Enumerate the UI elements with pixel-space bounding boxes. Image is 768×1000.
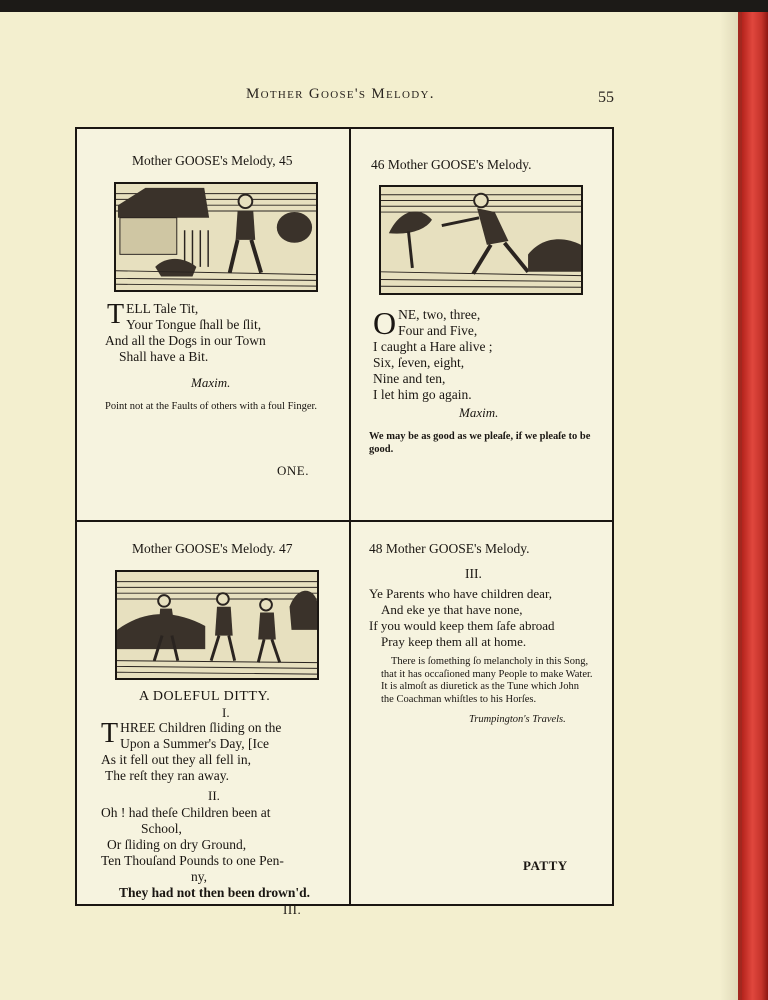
verse-line: Oh ! had theſe Children been at: [101, 805, 271, 820]
stanza-two: [101, 805, 310, 901]
maxim-text: Point not at the Faults of others with a foul Finger.: [105, 401, 318, 412]
woodcut-running-man: [379, 185, 583, 295]
verse-line: Four and Five,: [398, 323, 478, 338]
verse-line: They had not then been drown'd.: [119, 885, 311, 900]
catchword: ONE.: [277, 463, 309, 478]
stanza-numeral: II.: [208, 788, 220, 803]
verse-line: Ten Thouſand Pounds to one Pen-: [101, 853, 284, 868]
maxim-text: We may be as good as we pleaſe, if we pleaſe to be good.: [369, 431, 591, 455]
stanza-numeral: III.: [465, 566, 482, 581]
verse-line: NE, two, three,: [398, 307, 481, 322]
red-book-binding: [742, 12, 768, 1000]
panel-47: [77, 522, 349, 917]
verse-line: Or ſliding on dry Ground,: [107, 837, 247, 852]
verse-line: Nine and ten,: [373, 371, 446, 386]
verse-line: ny,: [191, 869, 207, 884]
stanza-numeral: I.: [222, 705, 230, 720]
dropcap: T: [107, 299, 125, 330]
verse-line: I let him go again.: [373, 387, 472, 402]
verse-line: ELL Tale Tit,: [126, 301, 199, 316]
maxim-label: Maxim.: [191, 375, 231, 390]
poem-title: A DOLEFUL DITTY.: [139, 689, 271, 704]
running-head: Mother Goose's Melody.: [246, 86, 435, 102]
panel-46: [351, 129, 614, 520]
verse-line: And eke ye that have none,: [381, 602, 523, 617]
stanza-one: [101, 718, 282, 784]
panel-header: 46 Mother GOOSE's Melody.: [371, 157, 532, 172]
verse-line: School,: [141, 821, 182, 836]
facsimile-plate: [75, 127, 614, 917]
panel-header: Mother GOOSE's Melody, 45: [132, 153, 293, 168]
panel-header: 48 Mother GOOSE's Melody.: [369, 541, 530, 556]
verse-line: The reſt they ran away.: [105, 768, 229, 783]
verse-line: Six, ſeven, eight,: [373, 355, 465, 370]
catchword: III.: [283, 902, 302, 917]
page-number: 55: [598, 89, 614, 106]
panel-45: [77, 129, 349, 520]
verse-one-two-three: [373, 307, 493, 403]
verse-line: And all the Dogs in our Town: [105, 333, 266, 348]
stanza-three: [369, 586, 555, 650]
panel-header: Mother GOOSE's Melody. 47: [132, 541, 293, 556]
verse-line: As it fell out they all fell in,: [101, 752, 251, 767]
verse-line: Shall have a Bit.: [119, 349, 209, 364]
verse-line: HREE Children ſliding on the: [120, 720, 282, 735]
verse-line: Pray keep them all at home.: [381, 634, 527, 649]
dropcap: O: [373, 305, 397, 341]
woodcut-boy-and-dog: [114, 182, 318, 292]
woodcut-three-children: [115, 570, 319, 680]
maxim-label: Maxim.: [459, 405, 499, 420]
verse-line: Your Tongue ſhall be ſlit,: [126, 317, 262, 332]
verse-tell-tale-tit: [107, 301, 266, 365]
catchword: PATTY: [523, 858, 568, 873]
panel-48: [351, 522, 614, 906]
commentary-note: There is ſomething ſo melancholy in this Song, that it has occaſioned many People to make Water. It is almoſt as diuretick as the Tune which John the Coachman whiſtles to his Horſes.: [381, 656, 593, 705]
dropcap: T: [101, 718, 119, 749]
verse-line: Ye Parents who have children dear,: [369, 586, 552, 601]
verse-line: I caught a Hare alive ;: [373, 339, 493, 354]
note-credit: Trumpington's Travels.: [469, 714, 566, 725]
verse-line: If you would keep them ſafe abroad: [369, 618, 555, 633]
verse-line: Upon a Summer's Day, [Ice: [120, 736, 269, 751]
